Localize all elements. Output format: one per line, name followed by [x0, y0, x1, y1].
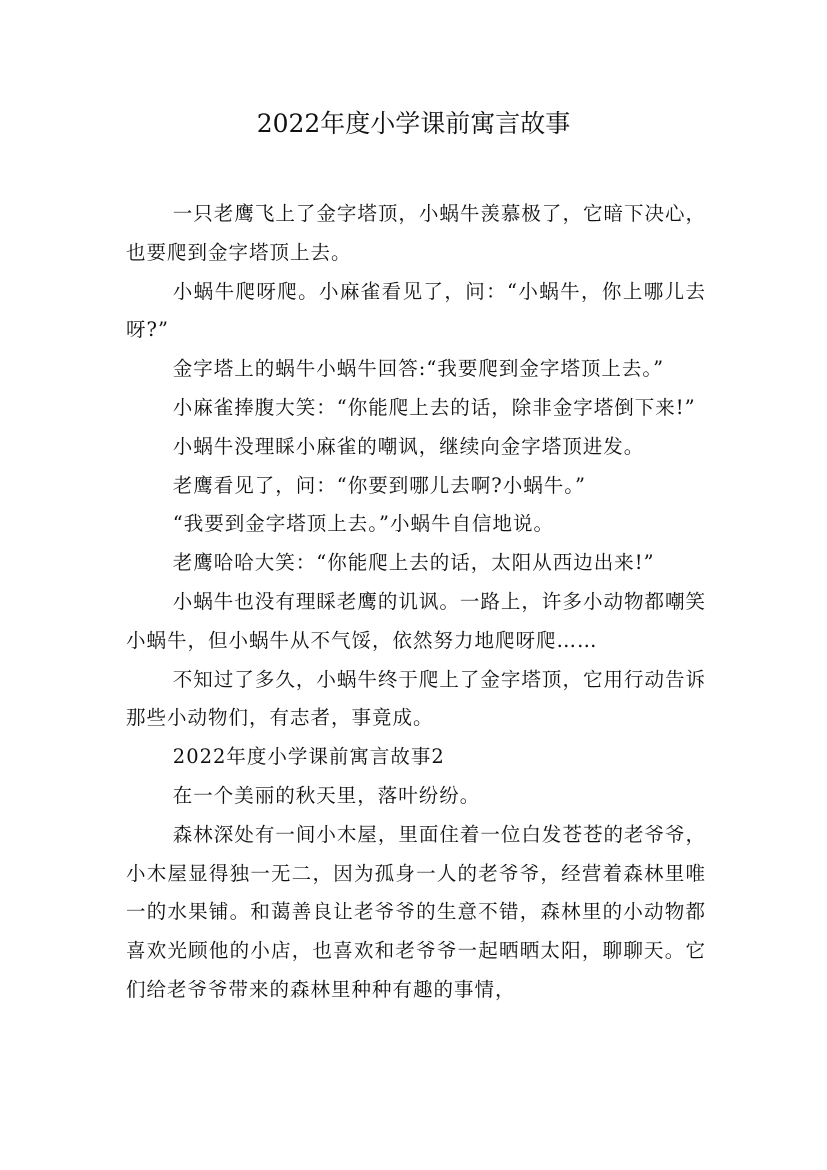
paragraph: 老鹰哈哈大笑：“你能爬上去的话，太阳从西边出来!” [172, 551, 655, 575]
section-heading: 2022年度小学课前寓言故事2 [172, 745, 445, 769]
paragraph: 小蜗牛爬呀爬。小麻雀看见了，问：“小蜗牛，你上哪儿去呀?” [126, 279, 706, 342]
paragraph: 不知过了多久，小蜗牛终于爬上了金字塔顶，它用行动告诉那些小动物们，有志者，事竟成。 [126, 667, 706, 730]
paragraph: 老鹰看见了，问：“你要到哪儿去啊?小蜗牛。” [172, 473, 586, 497]
paragraph: 一只老鹰飞上了金字塔顶，小蜗牛羡慕极了，它暗下决心，也要爬到金字塔顶上去。 [126, 202, 706, 264]
paragraph: 小麻雀捧腹大笑：“你能爬上去的话，除非金字塔倒下来!” [172, 395, 696, 419]
paragraph: 森林深处有一间小木屋，里面住着一位白发苍苍的老爷爷，小木屋显得独一无二，因为孤身一人的老爷爷，经营着森林里唯一的水果铺。和蔼善良让老爷爷的生意不错，森林里的小动物都喜欢光顾他的小店，也喜欢和老爷爷一起晒晒太阳，聊聊天。它们给老爷爷带来的森林里种种有趣的事情， [126, 822, 706, 1001]
document-body [126, 195, 706, 1010]
paragraph: 小蜗牛没理睬小麻雀的嘲讽，继续向金字塔顶进发。 [172, 434, 645, 458]
document-title: 2022年度小学课前寓言故事 [256, 109, 571, 138]
paragraph: 金字塔上的蜗牛小蜗牛回答:“我要爬到金字塔顶上去。” [172, 357, 665, 381]
paragraph: 在一个美丽的秋天里，落叶纷纷。 [172, 783, 481, 807]
paragraph: “我要到金字塔顶上去。”小蜗牛自信地说。 [172, 512, 554, 536]
paragraph: 小蜗牛也没有理睬老鹰的讥讽。一路上，许多小动物都嘲笑小蜗牛，但小蜗牛从不气馁，依然努力地爬呀爬…… [126, 589, 706, 652]
